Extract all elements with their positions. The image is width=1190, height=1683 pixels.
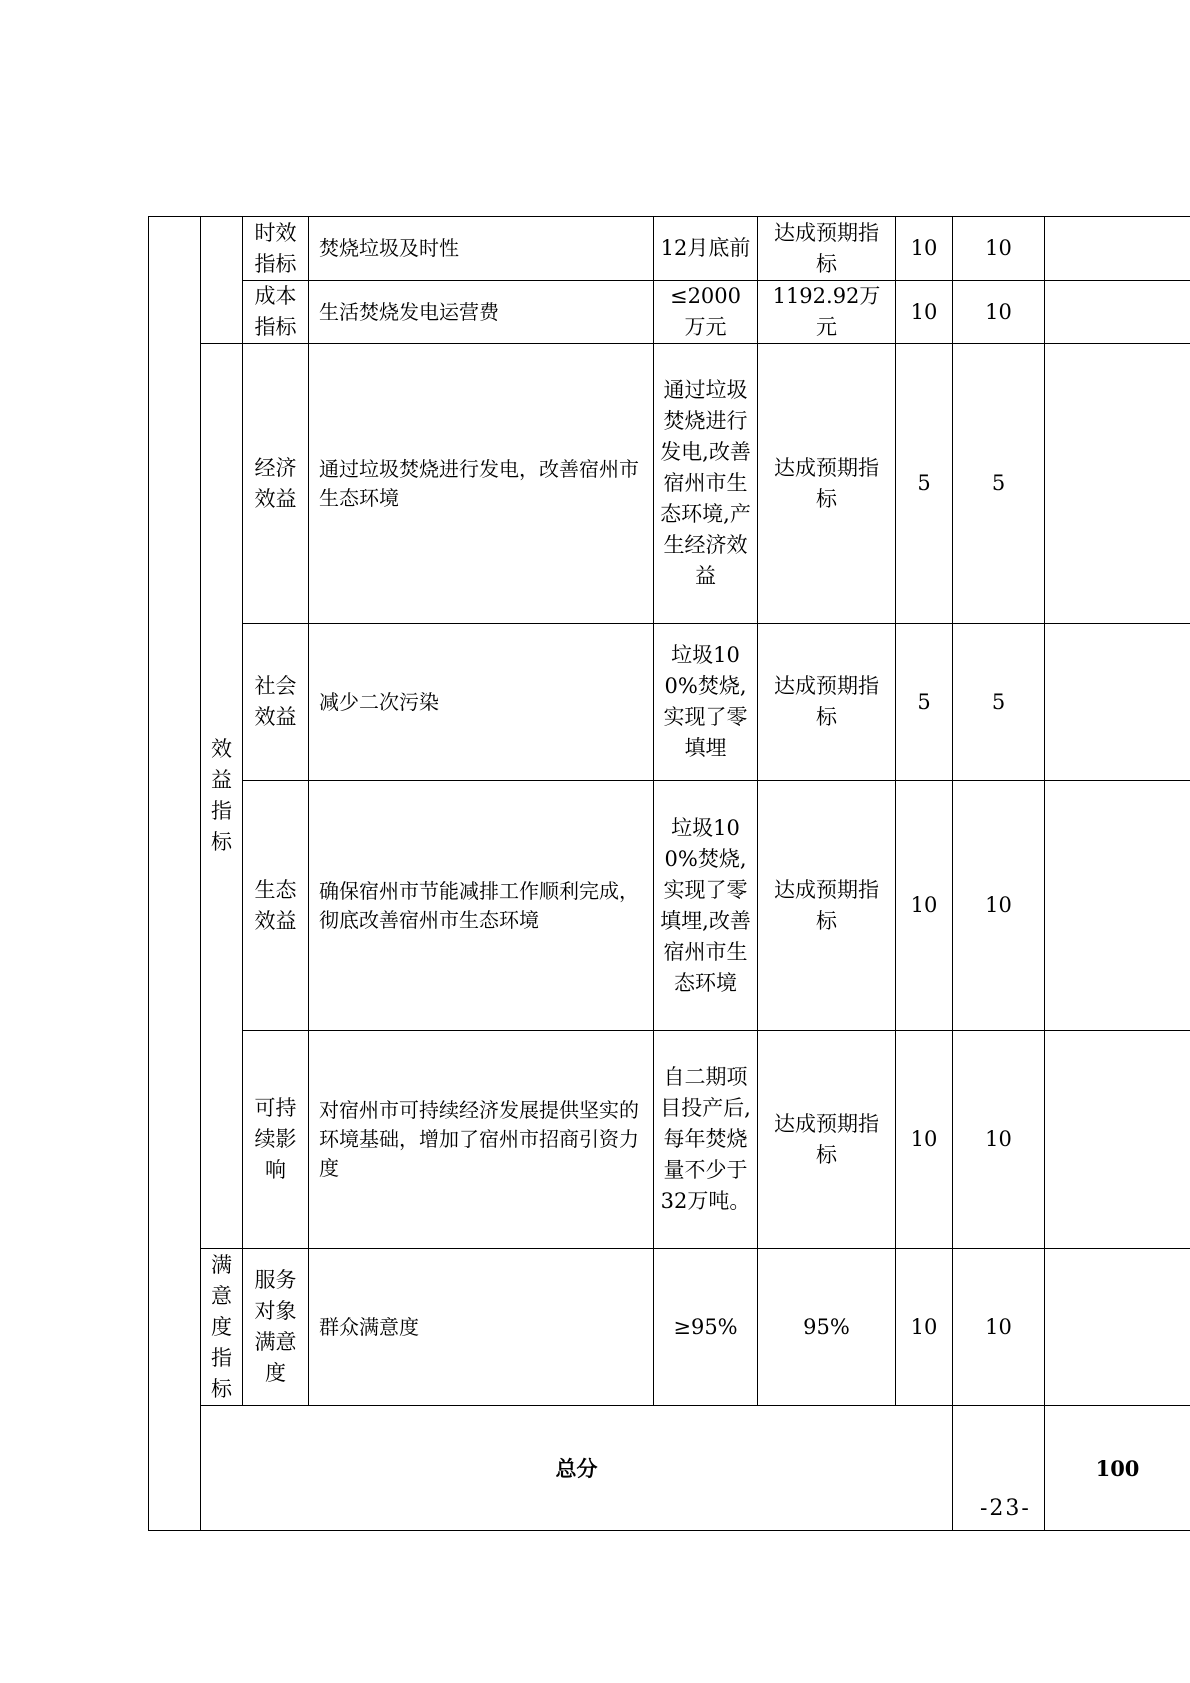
target-cell: 12月底前 xyxy=(654,217,758,281)
category-cell: 可持续影响 xyxy=(243,1031,309,1249)
score-cell: 10 xyxy=(953,217,1045,281)
score-cell: 10 xyxy=(953,1031,1045,1249)
weight-cell: 5 xyxy=(896,344,953,624)
remark-cell xyxy=(1045,217,1190,281)
output-group-cell xyxy=(201,217,243,344)
total-row xyxy=(149,1406,1190,1531)
weight-cell: 10 xyxy=(896,217,953,281)
indicator-cell: 生活焚烧发电运营费 xyxy=(309,281,654,344)
table-row xyxy=(149,1249,1190,1406)
indicator-cell: 通过垃圾焚烧进行发电，改善宿州市生态环境 xyxy=(309,344,654,624)
indicator-cell: 确保宿州市节能减排工作顺利完成，彻底改善宿州市生态环境 xyxy=(309,781,654,1031)
category-cell: 经济效益 xyxy=(243,344,309,624)
target-cell: 垃圾100%焚烧,实现了零填埋,改善宿州市生态环境 xyxy=(654,781,758,1031)
score-cell: 10 xyxy=(953,281,1045,344)
outer-category-cell xyxy=(149,217,201,1531)
weight-cell: 10 xyxy=(896,1249,953,1406)
table-row xyxy=(149,781,1190,1031)
table-row xyxy=(149,1031,1190,1249)
actual-cell: 达成预期指标 xyxy=(758,624,896,781)
table-row xyxy=(149,624,1190,781)
target-cell: ≤2000万元 xyxy=(654,281,758,344)
target-cell: ≥95% xyxy=(654,1249,758,1406)
performance-table xyxy=(148,216,1190,1531)
actual-cell: 达成预期指标 xyxy=(758,217,896,281)
category-cell: 服务对象满意度 xyxy=(243,1249,309,1406)
category-cell: 生态效益 xyxy=(243,781,309,1031)
category-cell: 时效指标 xyxy=(243,217,309,281)
actual-cell: 达成预期指标 xyxy=(758,344,896,624)
weight-cell: 10 xyxy=(896,1031,953,1249)
table-row xyxy=(149,281,1190,344)
weight-cell: 10 xyxy=(896,781,953,1031)
weight-cell: 5 xyxy=(896,624,953,781)
target-cell: 垃圾100%焚烧,实现了零填埋 xyxy=(654,624,758,781)
actual-cell: 1192.92万元 xyxy=(758,281,896,344)
score-cell: 5 xyxy=(953,624,1045,781)
remark-cell xyxy=(1045,1031,1190,1249)
target-cell: 通过垃圾焚烧进行发电,改善宿州市生态环境,产生经济效益 xyxy=(654,344,758,624)
actual-cell: 达成预期指标 xyxy=(758,781,896,1031)
satisfaction-group-cell: 满意度指标 xyxy=(201,1249,243,1406)
benefit-group-cell: 效益指标 xyxy=(201,344,243,1249)
indicator-cell: 减少二次污染 xyxy=(309,624,654,781)
score-cell: 10 xyxy=(953,1249,1045,1406)
category-cell: 社会效益 xyxy=(243,624,309,781)
target-cell: 自二期项目投产后,每年焚烧量不少于32万吨。 xyxy=(654,1031,758,1249)
table-row xyxy=(149,344,1190,624)
indicator-cell: 对宿州市可持续经济发展提供坚实的环境基础，增加了宿州市招商引资力度 xyxy=(309,1031,654,1249)
remark-cell xyxy=(1045,1249,1190,1406)
total-weight: 100 xyxy=(1045,1406,1190,1531)
actual-cell: 95% xyxy=(758,1249,896,1406)
actual-cell: 达成预期指标 xyxy=(758,1031,896,1249)
remark-cell xyxy=(1045,781,1190,1031)
remark-cell xyxy=(1045,281,1190,344)
table-row xyxy=(149,217,1190,281)
total-label: 总分 xyxy=(201,1406,953,1531)
indicator-cell: 群众满意度 xyxy=(309,1249,654,1406)
score-cell: 5 xyxy=(953,344,1045,624)
page-number: -23- xyxy=(980,1496,1031,1521)
remark-cell xyxy=(1045,344,1190,624)
indicator-cell: 焚烧垃圾及时性 xyxy=(309,217,654,281)
score-cell: 10 xyxy=(953,781,1045,1031)
category-cell: 成本指标 xyxy=(243,281,309,344)
weight-cell: 10 xyxy=(896,281,953,344)
remark-cell xyxy=(1045,624,1190,781)
